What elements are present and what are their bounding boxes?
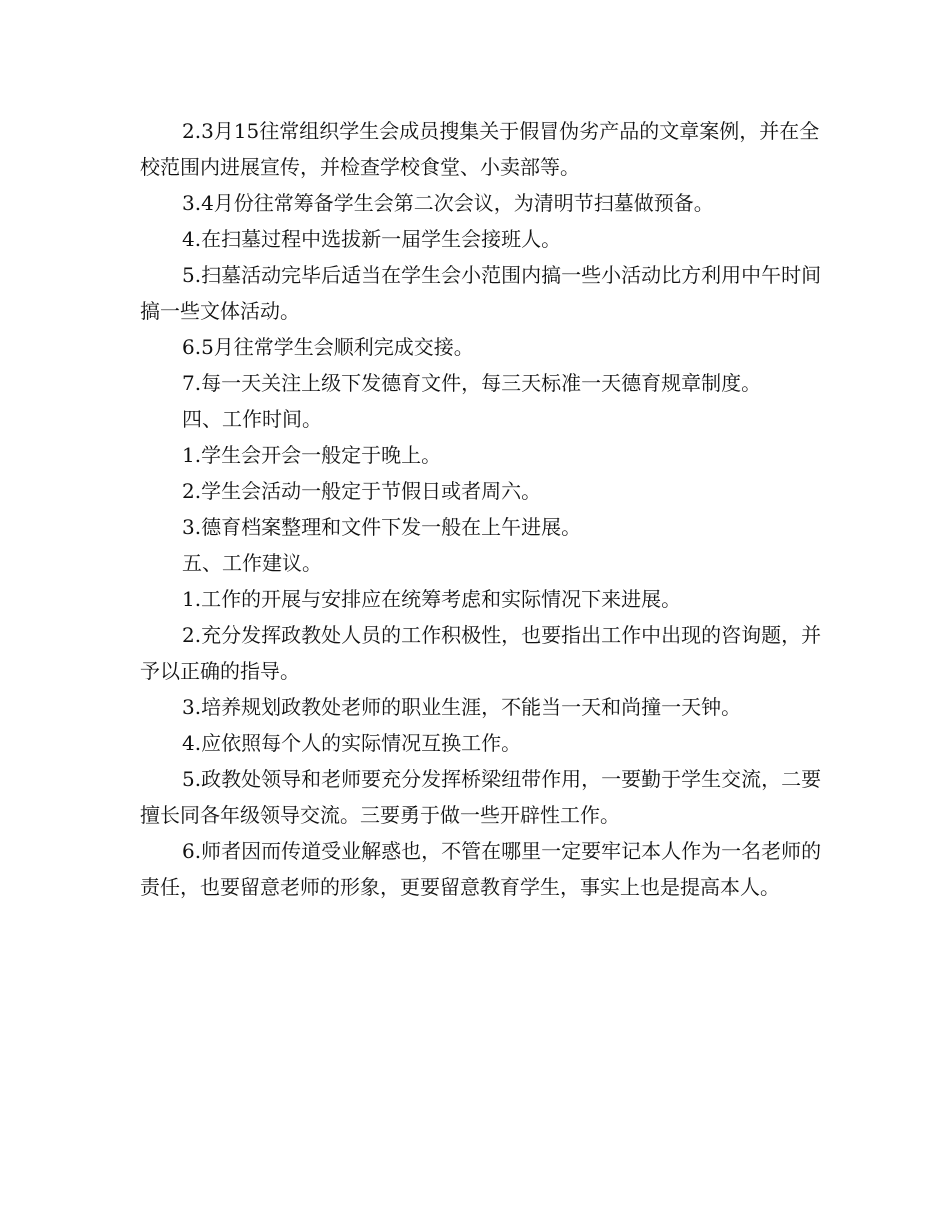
paragraph-item-3: 3.4月份往常筹备学生会第二次会议，为清明节扫墓做预备。: [182, 191, 714, 215]
work-time-item-2: 2.学生会活动一般定于节假日或者周六。: [182, 479, 542, 503]
work-time-item-3: 3.德育档案整理和文件下发一般在上午进展。: [182, 515, 582, 539]
suggestion-item-5: 5.政教处领导和老师要充分发挥桥梁纽带作用，一要勤于学生交流，二要擅长同各年级领导交流。三要勇于做一些开辟性工作。: [140, 767, 822, 827]
paragraph-item-2: 2.3月15往常组织学生会成员搜集关于假冒伪劣产品的文章案例，并在全校范围内进展宣传，并检查学校食堂、小卖部等。: [140, 119, 820, 179]
work-time-item-1: 1.学生会开会一般定于晚上。: [182, 443, 442, 467]
suggestion-item-2: 2.充分发挥政教处人员的工作积极性，也要指出工作中出现的咨询题，并予以正确的指导。: [140, 623, 822, 683]
suggestion-item-3: 3.培养规划政教处老师的职业生涯，不能当一天和尚撞一天钟。: [182, 695, 742, 719]
suggestion-item-6: 6.师者因而传道受业解惑也，不管在哪里一定要牢记本人作为一名老师的责任，也要留意老师的形象，更要留意教育学生，事实上也是提高本人。: [140, 839, 822, 899]
paragraph-item-5: 5.扫墓活动完毕后适当在学生会小范围内搞一些小活动比方利用中午时间搞一些文体活动。: [140, 263, 822, 323]
suggestion-item-1: 1.工作的开展与安排应在统筹考虑和实际情况下来进展。: [182, 587, 682, 611]
section-heading-work-suggestions: 五、工作建议。: [182, 551, 322, 575]
paragraph-item-4: 4.在扫墓过程中选拔新一届学生会接班人。: [182, 227, 562, 251]
document-body: [140, 113, 830, 905]
paragraph-item-6: 6.5月往常学生会顺利完成交接。: [182, 335, 474, 359]
section-heading-work-time: 四、工作时间。: [182, 407, 322, 431]
suggestion-item-4: 4.应依照每个人的实际情况互换工作。: [182, 731, 522, 755]
paragraph-item-7: 7.每一天关注上级下发德育文件，每三天标准一天德育规章制度。: [182, 371, 762, 395]
